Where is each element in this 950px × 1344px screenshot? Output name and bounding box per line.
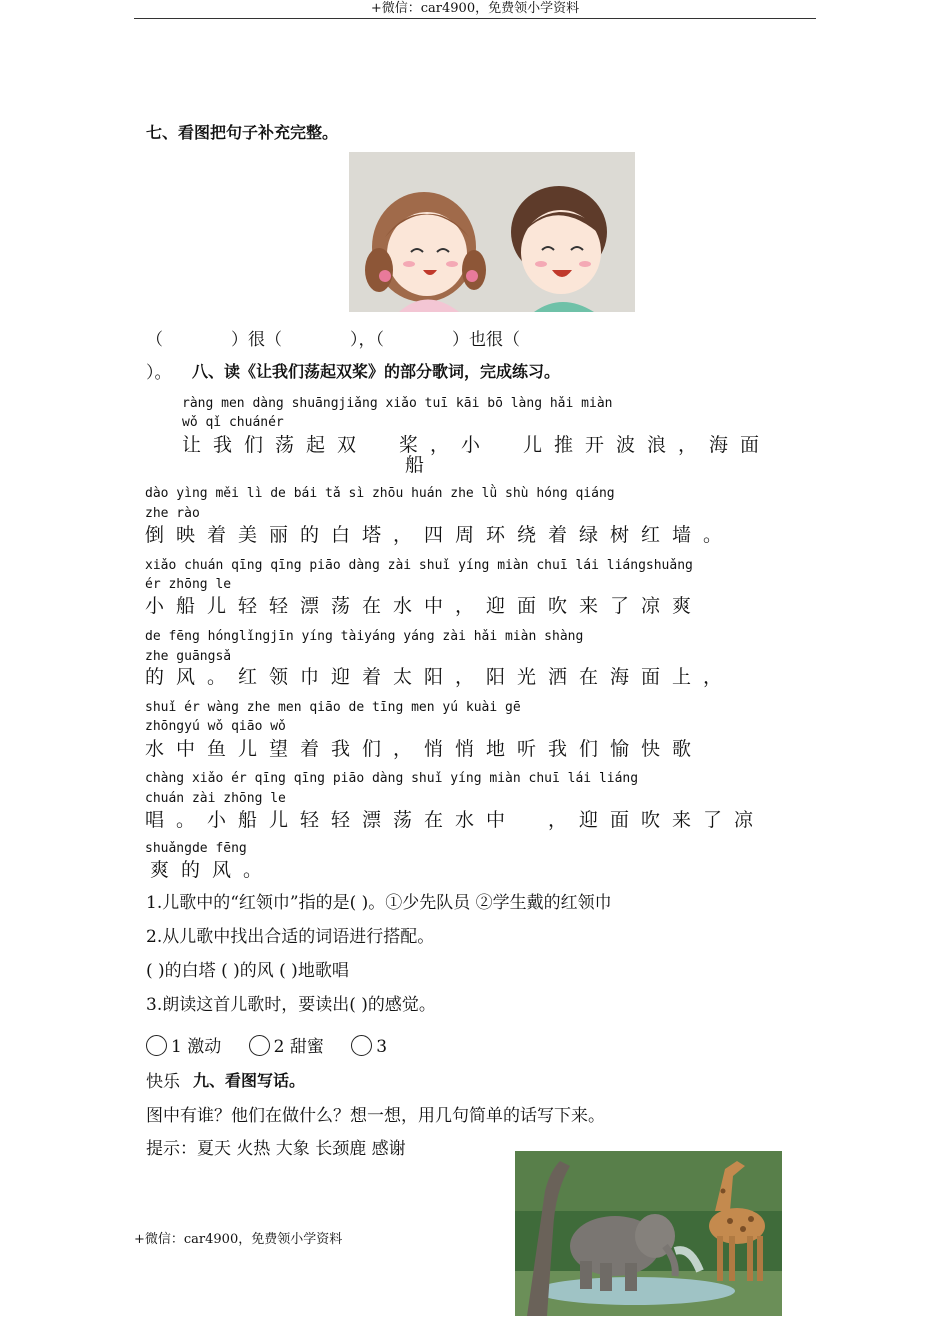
lyric-pinyin-1b: wǒ qǐ chuánér	[182, 415, 284, 430]
page-footer: +微信：car4900，免费领小学资料	[134, 1232, 343, 1247]
section9-title: 九、看图写话。	[193, 1071, 306, 1090]
section7-sentence-end: ）。	[146, 363, 172, 383]
lyric-line-1: 让我们荡起双 桨，小 儿推开波浪，海面	[182, 434, 772, 456]
lyric-pinyin-5b: zhōngyú wǒ qiāo wǒ	[145, 719, 286, 734]
lyric-line-5: 水中鱼儿望着我们，悄悄地听我们愉快歌	[145, 738, 704, 760]
radio-circle-icon	[146, 1035, 167, 1056]
section7-title: 七、看图把句子补充完整。	[146, 123, 339, 142]
lyric-pinyin-4b: zhe guāngsǎ	[145, 649, 232, 664]
question-2: 2.从儿歌中找出合适的词语进行搭配。	[146, 927, 435, 947]
option-3[interactable]: 3	[351, 1037, 387, 1057]
lyric-pinyin-3: xiǎo chuán qīng qīng piāo dàng zài shuǐ yíng miàn chuī lái liángshuǎng	[145, 558, 693, 573]
lyric-pinyin-2: dào yìng měi lì de bái tǎ sì zhōu huán zhe lǜ shù hóng qiáng	[145, 486, 615, 501]
radio-circle-icon	[249, 1035, 270, 1056]
lyric-line-3: 小船儿轻轻漂荡在水中，迎面吹来了凉爽	[145, 595, 704, 617]
lyric-line-2: 倒映着美丽的白塔，四周环绕着绿树红墙。	[145, 524, 735, 546]
lyric-line-1-extra: 船	[405, 454, 437, 476]
radio-circle-icon	[351, 1035, 372, 1056]
lyric-pinyin-4: de fēng hónglǐngjīn yíng tàiyáng yáng zài hǎi miàn shàng	[145, 629, 584, 644]
lyric-pinyin-6b: chuán zài zhōng le	[145, 791, 286, 806]
section9-hint: 提示：夏天 火热 大象 长颈鹿 感谢	[146, 1139, 406, 1159]
lyric-pinyin-5: shuǐ ér wàng zhe men qiāo de tīng men yú kuài gē	[145, 700, 521, 715]
lyric-pinyin-3b: ér zhōng le	[145, 577, 232, 592]
children-illustration	[349, 152, 635, 312]
question-1: 1.儿歌中的“红领巾”指的是( )。①少先队员 ②学生戴的红领巾	[146, 893, 612, 913]
lyric-line-7: 爽的风。	[150, 859, 275, 881]
option-3-tail: 快乐	[146, 1072, 180, 1092]
lyric-pinyin-1: ràng men dàng shuāngjiǎng xiǎo tuī kāi bō làng hǎi miàn	[182, 396, 613, 411]
question-3-options	[146, 1032, 387, 1057]
question-2-blanks: ( )的白塔 ( )的风 ( )地歌唱	[146, 961, 349, 981]
lyric-line-6: 唱。小船儿轻轻漂荡在水中 ，迎面吹来了凉	[145, 809, 766, 831]
page-header: +微信：car4900，免费领小学资料	[134, 0, 816, 19]
elephant-giraffe-photo	[515, 1151, 782, 1316]
option-1[interactable]: 1 激动	[146, 1037, 221, 1057]
lyric-pinyin-6: chàng xiǎo ér qīng qīng piāo dàng shuǐ yíng miàn chuī lái liáng	[145, 771, 639, 786]
option-2[interactable]: 2 甜蜜	[249, 1037, 324, 1057]
lyric-line-4: 的风。红领巾迎着太阳，阳光洒在海面上，	[145, 666, 735, 688]
lyric-pinyin-2b: zhe rào	[145, 506, 200, 521]
question-3: 3.朗读这首儿歌时，要读出( )的感觉。	[146, 995, 436, 1015]
section9-instruction: 图中有谁？他们在做什么？想一想，用几句简单的话写下来。	[146, 1106, 605, 1126]
lyric-pinyin-7: shuǎngde fēng	[145, 841, 247, 856]
section8-title: 八、读《让我们荡起双桨》的部分歌词，完成练习。	[192, 362, 561, 381]
section7-sentence: （ ）很（ ），（ ）也很（	[146, 330, 520, 350]
